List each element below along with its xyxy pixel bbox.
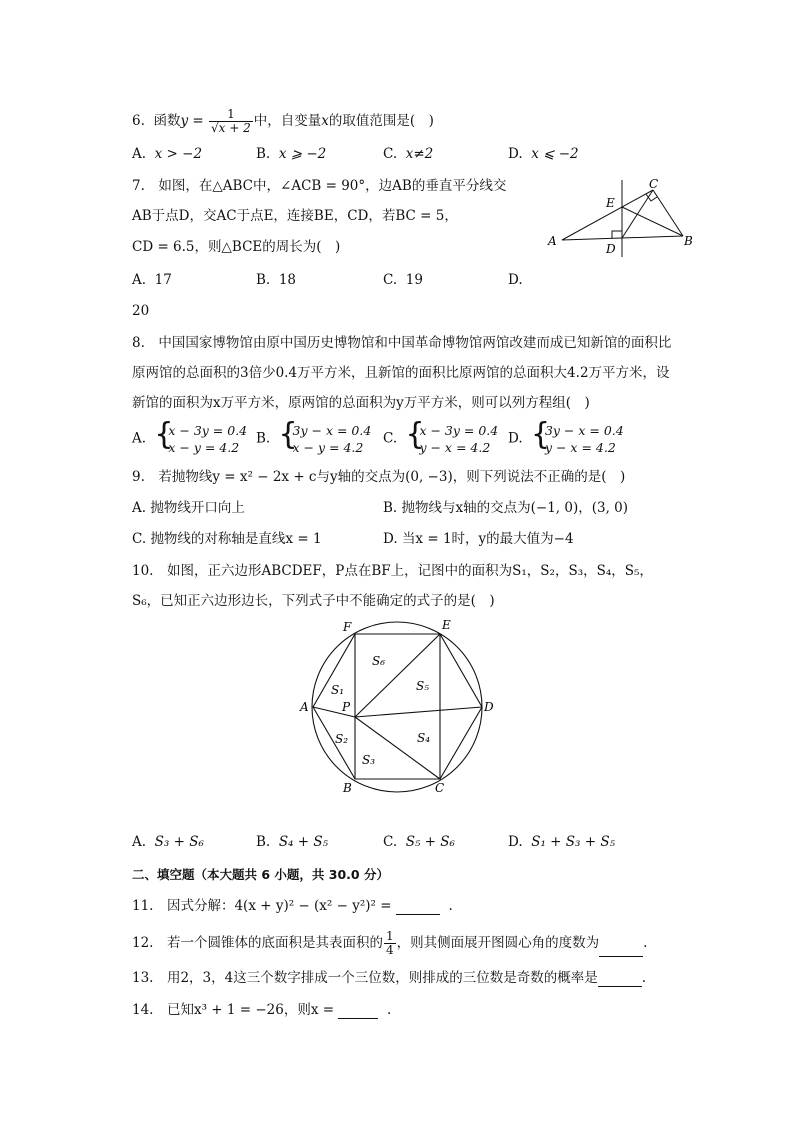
q9-option-c[interactable]: C. 抛物线的对称轴是直线x = 1 [132,531,322,547]
q10-label-e: E [442,618,451,632]
q10-stem-line1: 10. 如图，正六边形ABCDEF，P点在BF上，记图中的面积为S₁，S₂，S₃，S₄，S₅， [132,563,653,579]
q10-option-b[interactable]: B. S₄ + S₅ [256,834,329,850]
q7-label-c: C [649,177,659,191]
q8-option-d[interactable]: D. { 3y − x = 0.4 y − x = 4.2 [508,417,624,455]
q6-option-c[interactable]: C. x≠2 [383,146,434,162]
q11-stem: 11. 因式分解：4(x + y)² − (x² − y²)² = . [132,898,453,914]
q8-stem-line3: 新馆的面积为x万平方米，原两馆的总面积为y万平方米，则可以列方程组( ) [132,395,590,411]
q7-label-d: D [606,242,616,256]
q10-stem-line2: S₆，已知正六边形边长，下列式子中不能确定的式子的是( ) [132,593,495,609]
q9-stem: 9. 若抛物线y = x² − 2x + c与y轴的交点为(0, −3)，则下列说法不正确的是( ) [132,469,626,485]
q10-label-a: A [300,700,309,714]
q6-option-d[interactable]: D. x ⩽ −2 [508,146,579,162]
q8-option-a[interactable]: A. { x − 3y = 0.4 x − y = 4.2 [132,417,248,455]
q13-answer-blank[interactable] [598,972,642,987]
q10-label-s4: S₄ [417,731,431,745]
q7-stem-line3: CD = 6.5，则△BCE的周长为( ) [132,239,341,255]
q14-answer-blank[interactable] [338,1004,378,1019]
q7-option-c[interactable]: C. 19 [383,272,423,288]
q10-label-s5: S₅ [416,679,430,693]
q10-label-s3: S₃ [362,753,376,767]
q8-stem-line2: 原两馆的总面积的3倍少0.4万平方米，且新馆的面积比原两馆的总面积大4.2万平方米，设 [132,365,670,381]
q12-answer-blank[interactable] [599,942,643,957]
section-heading-fill-in: 二、填空题（本大题共 6 小题，共 30.0 分） [132,867,389,882]
q10-label-f: F [343,620,352,634]
q10-option-c[interactable]: C. S₅ + S₆ [383,834,455,850]
q7-label-b: B [684,234,693,248]
q14-stem: 14. 已知x³ + 1 = −26，则x = . [132,1002,392,1018]
q7-option-d-value: 20 [132,303,150,319]
q10-segment-pe [355,634,440,717]
q10-segment-pd [355,707,482,717]
q10-hexagon-figure [295,612,505,797]
q10-label-c: C [435,781,445,795]
q6-option-b[interactable]: B. x ⩾ −2 [256,146,327,162]
q7-option-d[interactable]: D. [508,272,523,288]
q10-segment-pc [355,717,440,779]
q9-option-a[interactable]: A. 抛物线开口向上 [132,500,245,516]
q7-stem-line1: 7. 如图，在△ABC中，∠ACB = 90°，边AB的垂直平分线交 [132,178,507,194]
q10-option-a[interactable]: A. S₃ + S₆ [132,834,204,850]
q11-answer-blank[interactable] [396,900,440,915]
q7-label-a: A [548,234,557,248]
q10-label-s6: S₆ [372,654,386,668]
q7-stem-line2: AB于点D，交AC于点E，连接BE，CD，若BC = 5， [132,208,458,224]
q9-option-b[interactable]: B. 抛物线与x轴的交点为(−1, 0)，(3, 0) [383,500,629,516]
q10-label-s1: S₁ [331,683,345,697]
q8-option-c[interactable]: C. { x − 3y = 0.4 y − x = 4.2 [383,417,499,455]
q6-fraction: $\frac{1}{√x + 2}$ [211,107,251,135]
q10-label-b: B [343,781,352,795]
q7-label-e: E [606,196,615,210]
q7-option-a[interactable]: A. 17 [132,272,172,288]
q10-label-s2: S₂ [335,732,349,746]
q6-option-a[interactable]: A. x > −2 [132,146,203,162]
q12-stem: 12. 若一个圆锥体的底面积是其表面积的 $\frac{1}{4}$ ，则其侧面展开图圆心角的度数为 . [132,929,648,957]
q10-option-d[interactable]: D. S₁ + S₃ + S₅ [508,834,616,850]
q6-stem: 6. 函数y = $\frac{1}{√x + 2}$ 中，自变量x的取值范围是( ) [132,107,434,135]
q7-triangle-figure [545,175,700,260]
q7-right-angle-d [612,231,622,238]
q8-stem-line1: 8. 中国国家博物馆由原中国历史博物馆和中国革命博物馆两馆改建而成已知新馆的面积比 [132,335,672,351]
q10-circumcircle [312,622,482,792]
q10-hexagon [313,634,482,779]
q7-option-b[interactable]: B. 18 [256,272,296,288]
q9-option-d[interactable]: D. 当x = 1时，y的最大值为−4 [383,531,574,547]
q10-label-p: P [342,700,351,714]
q10-label-d: D [484,700,494,714]
q8-option-b[interactable]: B. { 3y − x = 0.4 x − y = 4.2 [256,417,372,455]
q12-fraction: $\frac{1}{4}$ [385,929,394,957]
q13-stem: 13. 用2，3，4这三个数字排成一个三位数，则排成的三位数是奇数的概率是 . [132,970,647,986]
